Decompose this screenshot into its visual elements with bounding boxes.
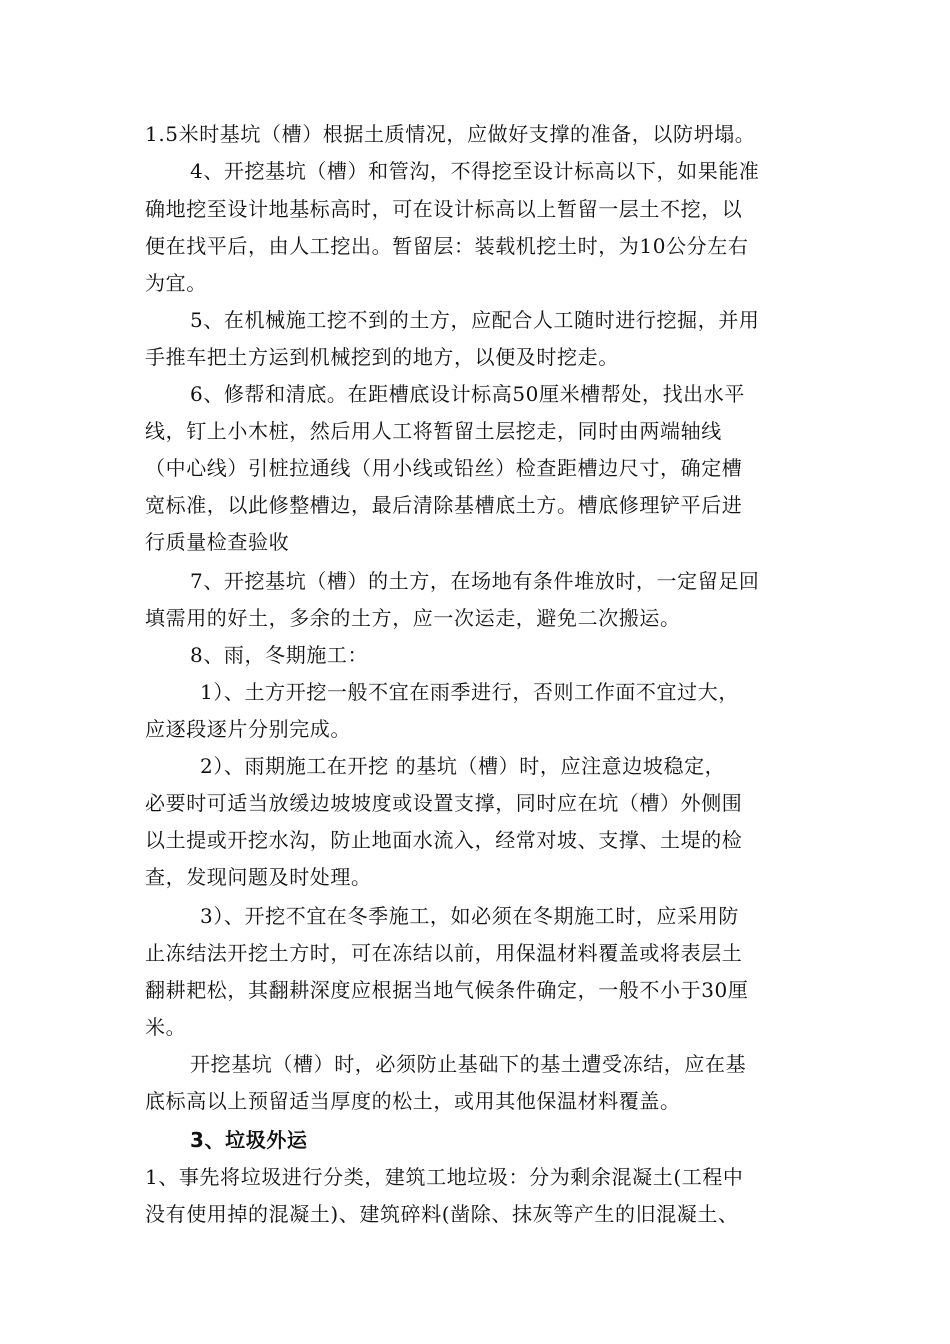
section-heading: 3、垃圾外运 xyxy=(190,1128,308,1152)
text-line: 应逐段逐片分别完成。 xyxy=(145,717,351,741)
text-line: 2）、雨期施工在开挖 的基坑（槽）时，应注意边坡稳定， xyxy=(200,754,726,778)
text-line: 为宜。 xyxy=(145,271,207,295)
text-line: 5、在机械施工挖不到的土方，应配合人工随时进行挖掘，并用 xyxy=(190,308,760,332)
text-line: 1）、土方开挖一般不宜在雨季进行，否则工作面不宜过大， xyxy=(200,680,739,704)
text-line: （中心线）引桩拉通线（用小线或铅丝）检查距槽边尺寸，确定槽 xyxy=(145,456,743,480)
text-line: 便在找平后，由人工挖出。暂留层：装载机挖土时，为10公分左右 xyxy=(145,234,749,258)
text-line: 翻耕耙松，其翻耕深度应根据当地气候条件确定，一般不小于30厘 xyxy=(145,978,749,1002)
text-line: 7、开挖基坑（槽）的土方，在场地有条件堆放时，一定留足回 xyxy=(190,569,760,593)
text-line: 填需用的好土，多余的土方，应一次运走，避免二次搬运。 xyxy=(145,606,681,630)
text-line: 1、事先将垃圾进行分类，建筑工地垃圾：分为剩余混凝土(工程中 xyxy=(145,1165,744,1189)
text-line: 止冻结法开挖土方时，可在冻结以前，用保温材料覆盖或将表层土 xyxy=(145,941,743,965)
text-line: 确地挖至设计地基标高时，可在设计标高以上暂留一层土不挖，以 xyxy=(145,197,743,221)
text-line: 没有使用掉的混凝土)、建筑碎料(凿除、抹灰等产生的旧混凝土、 xyxy=(145,1202,739,1226)
text-line: 行质量检查验收 xyxy=(145,530,290,554)
text-line: 以土提或开挖水沟，防止地面水流入，经常对坡、支撑、土堤的检 xyxy=(145,828,743,852)
text-line: 必要时可适当放缓边坡坡度或设置支撑，同时应在坑（槽）外侧围 xyxy=(145,791,743,815)
text-line: 米。 xyxy=(145,1015,187,1039)
text-line: 开挖基坑（槽）时，必须防止基础下的基土遭受冻结，应在基 xyxy=(190,1052,747,1076)
text-line: 宽标准，以此修整槽边，最后清除基槽底土方。槽底修理铲平后进 xyxy=(145,493,743,517)
text-line: 3）、开挖不宜在冬季施工，如必须在冬期施工时，应采用防 xyxy=(200,904,739,928)
text-line: 8、雨，冬期施工： xyxy=(190,643,369,667)
text-line: 线，钉上小木桩，然后用人工将暂留土层挖走，同时由两端轴线 xyxy=(145,419,722,443)
text-line: 6、修帮和清底。在距槽底设计标高50厘米槽帮处，找出水平 xyxy=(190,382,745,406)
text-line: 1.5米时基坑（槽）根据土质情况，应做好支撑的准备，以防坍塌。 xyxy=(145,122,756,146)
text-line: 手推车把土方运到机械挖到的地方，以便及时挖走。 xyxy=(145,345,619,369)
text-line: 4、开挖基坑（槽）和管沟，不得挖至设计标高以下，如果能准 xyxy=(190,159,760,183)
text-line: 查，发现问题及时处理。 xyxy=(145,865,372,889)
text-line: 底标高以上预留适当厚度的松土，或用其他保温材料覆盖。 xyxy=(145,1089,681,1113)
